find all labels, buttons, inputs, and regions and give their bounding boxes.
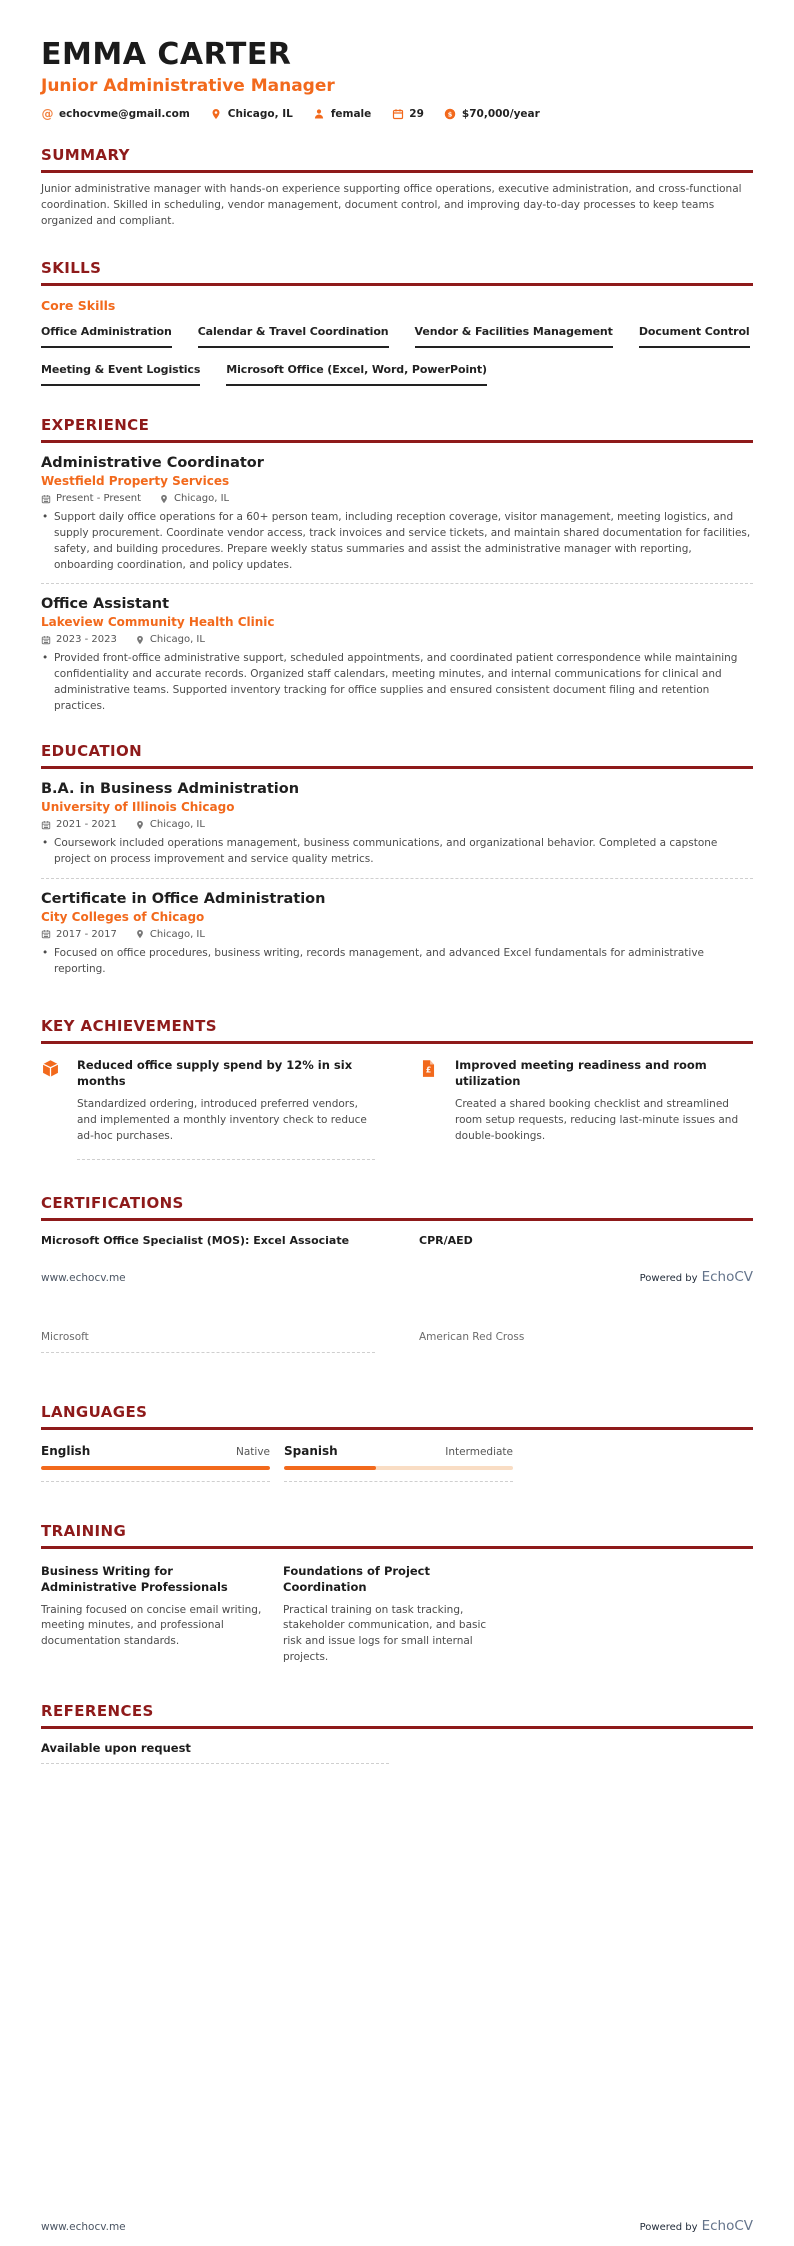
contact-row [41,107,753,120]
education-bullet: • Focused on office procedures, business writing, records management, and advanced Excel fundamentals for administrative reporting. [41,946,753,978]
job-company: Westfield Property Services [41,474,230,489]
achievement-text: Created a shared booking checklist and streamlined room setup requests, reducing last-minute issues and double-bookings. [455,1098,739,1142]
calendar-icon [41,494,51,504]
summary-heading: SUMMARY [41,146,753,173]
entry-divider [284,1481,513,1482]
svg-text:£: £ [425,1065,432,1075]
skill-item: Office Administration [41,325,172,348]
location-pin-icon [135,820,145,830]
references-section [41,1702,753,1764]
job-title: Office Assistant [41,596,170,613]
summary-text: Junior administrative manager with hands-on experience supporting office operations, executive administration, and cross-functional coordination. Skilled in scheduling, vendor management, document control, and improving day-to-day processes to keep teams organized and compliant. [41,183,742,227]
certification-issuer: Microsoft [41,1331,375,1353]
experience-entry [41,596,753,714]
location-pin-icon [135,929,145,939]
languages-heading: LANGUAGES [41,1403,753,1430]
skill-list [41,325,753,386]
degree-title: B.A. in Business Administration [41,781,300,798]
certifications-grid [41,1234,753,1247]
language-bar [41,1466,270,1470]
language-name: Spanish [284,1443,338,1458]
education-location: Chicago, IL [135,819,205,830]
education-bullet: • Coursework included operations management, business communications, and organizational behavior. Completed a capstone project on process improvement and service quality metrics. [41,836,753,868]
skill-item: Document Control [639,325,750,348]
powered-by [640,2218,753,2234]
certification-issuer: American Red Cross [419,1330,525,1343]
location-pin-icon [210,107,223,120]
certification-name: Microsoft Office Specialist (MOS): Excel Associate [41,1233,350,1247]
entry-divider [41,1481,270,1482]
language-bar [284,1466,513,1470]
achievements-section [41,1017,753,1159]
skill-item: Vendor & Facilities Management [415,325,613,348]
training-heading: TRAINING [41,1522,753,1549]
entry-divider [41,878,753,879]
skill-item: Microsoft Office (Excel, Word, PowerPoint) [226,363,487,386]
package-cube-icon [41,1058,65,1078]
job-bullet: • Provided front-office administrative support, scheduled appointments, and coordinated patient correspondence while maintaining confidentiality and accurate records. Organized staff calendars, meeting minutes, and internal communications for clinical and administrative teams. Supported inventory tracking for office supplies and ensured consistent document filing and retention practices. [41,651,753,714]
education-meta [41,819,753,830]
education-dates: 2017 - 2017 [41,929,117,940]
language-item [41,1444,270,1482]
contact-email[interactable] [41,107,190,120]
calendar-icon [41,635,51,645]
experience-entry [41,455,753,584]
page-bottom-footer [41,2218,753,2234]
education-heading: EDUCATION [41,742,753,769]
experience-section [41,416,753,714]
achievement-item [41,1058,375,1159]
languages-section [41,1403,753,1482]
contact-location-text: Chicago, IL [227,107,293,120]
contact-age-text: 29 [409,107,424,120]
training-text: Training focused on concise email writing, meeting minutes, and professional documentation standards. [41,1603,262,1648]
candidate-job-title: Junior Administrative Manager [41,76,335,96]
language-name: English [41,1443,91,1458]
email-icon: @ [41,106,54,121]
certification-issuers [41,1331,753,1353]
languages-row [41,1444,753,1482]
language-level: Native [236,1445,270,1458]
job-dates: Present - Present [41,493,141,504]
powered-by [640,1269,753,1285]
training-title: Foundations of Project Coordination [283,1563,430,1594]
references-text: Available upon request [41,1740,191,1755]
contact-salary [444,107,540,120]
candidate-name: EMMA CARTER [41,37,292,72]
training-text: Practical training on task tracking, stakeholder communication, and basic risk and issue logs for small internal projects. [283,1603,487,1663]
contact-gender-text: female [330,107,372,120]
language-bar-fill [284,1466,376,1470]
training-title: Business Writing for Administrative Professionals [41,1563,228,1594]
salary-icon [444,107,457,120]
language-item [284,1444,513,1482]
training-item [283,1563,507,1666]
contact-age [391,107,424,120]
certifications-section [41,1194,753,1353]
training-item [41,1563,265,1666]
achievement-title: Reduced office supply spend by 12% in six months [77,1058,353,1088]
education-dates: 2021 - 2021 [41,819,117,830]
contact-email-text: echocvme@gmail.com [59,107,190,120]
entry-divider [41,583,753,584]
achievement-title: Improved meeting readiness and room utilization [455,1058,707,1088]
summary-section [41,146,753,229]
achievements-heading: KEY ACHIEVEMENTS [41,1017,753,1044]
education-entry [41,781,753,879]
site-link[interactable]: www.echocv.me [41,1271,126,1284]
achievement-text: Standardized ordering, introduced preferred vendors, and implemented a monthly inventory check to reduce ad-hoc purchases. [77,1097,375,1159]
entry-divider [41,1763,389,1764]
person-icon [313,107,326,120]
skills-group-label: Core Skills [41,298,116,314]
powered-prefix: Powered by [639,2222,698,2233]
job-title: Administrative Coordinator [41,455,264,472]
skill-item: Calendar & Travel Coordination [198,325,389,348]
certifications-heading: CERTIFICATIONS [41,1194,753,1221]
svg-text:$: $ [448,109,453,118]
job-company: Lakeview Community Health Clinic [41,615,275,630]
achievement-item [419,1058,753,1159]
contact-salary-text: $70,000/year [461,107,540,120]
education-location: Chicago, IL [135,929,205,940]
invoice-file-icon [419,1058,443,1078]
degree-title: Certificate in Office Administration [41,890,326,907]
school-name: University of Illinois Chicago [41,800,235,815]
contact-location [210,107,293,120]
location-pin-icon [135,635,145,645]
powered-brand-logo: EchoCV [701,2218,753,2234]
training-section [41,1522,753,1666]
language-bar-fill [41,1466,270,1470]
site-link[interactable]: www.echocv.me [41,2221,126,2233]
page-break-footer [41,1269,753,1285]
skills-heading: SKILLS [41,259,753,286]
job-meta [41,634,753,645]
achievements-grid [41,1058,753,1159]
powered-prefix: Powered by [639,1272,698,1284]
education-entry [41,891,753,978]
job-location: Chicago, IL [135,634,205,645]
calendar-icon [41,929,51,939]
language-level: Intermediate [445,1445,513,1458]
certification-name: CPR/AED [419,1233,473,1247]
skill-item: Meeting & Event Logistics [41,363,200,386]
calendar-icon [391,107,404,120]
location-pin-icon [159,494,169,504]
contact-gender [313,107,371,120]
education-section [41,742,753,977]
experience-heading: EXPERIENCE [41,416,753,443]
job-meta [41,493,753,504]
skills-section [41,259,753,386]
job-location: Chicago, IL [159,493,229,504]
resume-header [41,38,753,120]
job-dates: 2023 - 2023 [41,634,117,645]
calendar-icon [41,820,51,830]
references-heading: REFERENCES [41,1702,753,1729]
education-meta [41,929,753,940]
powered-brand-logo: EchoCV [701,1268,753,1285]
job-bullet: • Support daily office operations for a 60+ person team, including reception coverage, visitor management, meeting logistics, and supply procurement. Coordinate vendor access, track invoices and service tickets, and maintain shared documentation for facilities, safety, and building procedures. Prepare weekly status summaries and assist the administrative manager with reporting, onboarding coordination, and policy updates. [41,510,753,573]
training-row [41,1563,753,1666]
school-name: City Colleges of Chicago [41,909,205,924]
